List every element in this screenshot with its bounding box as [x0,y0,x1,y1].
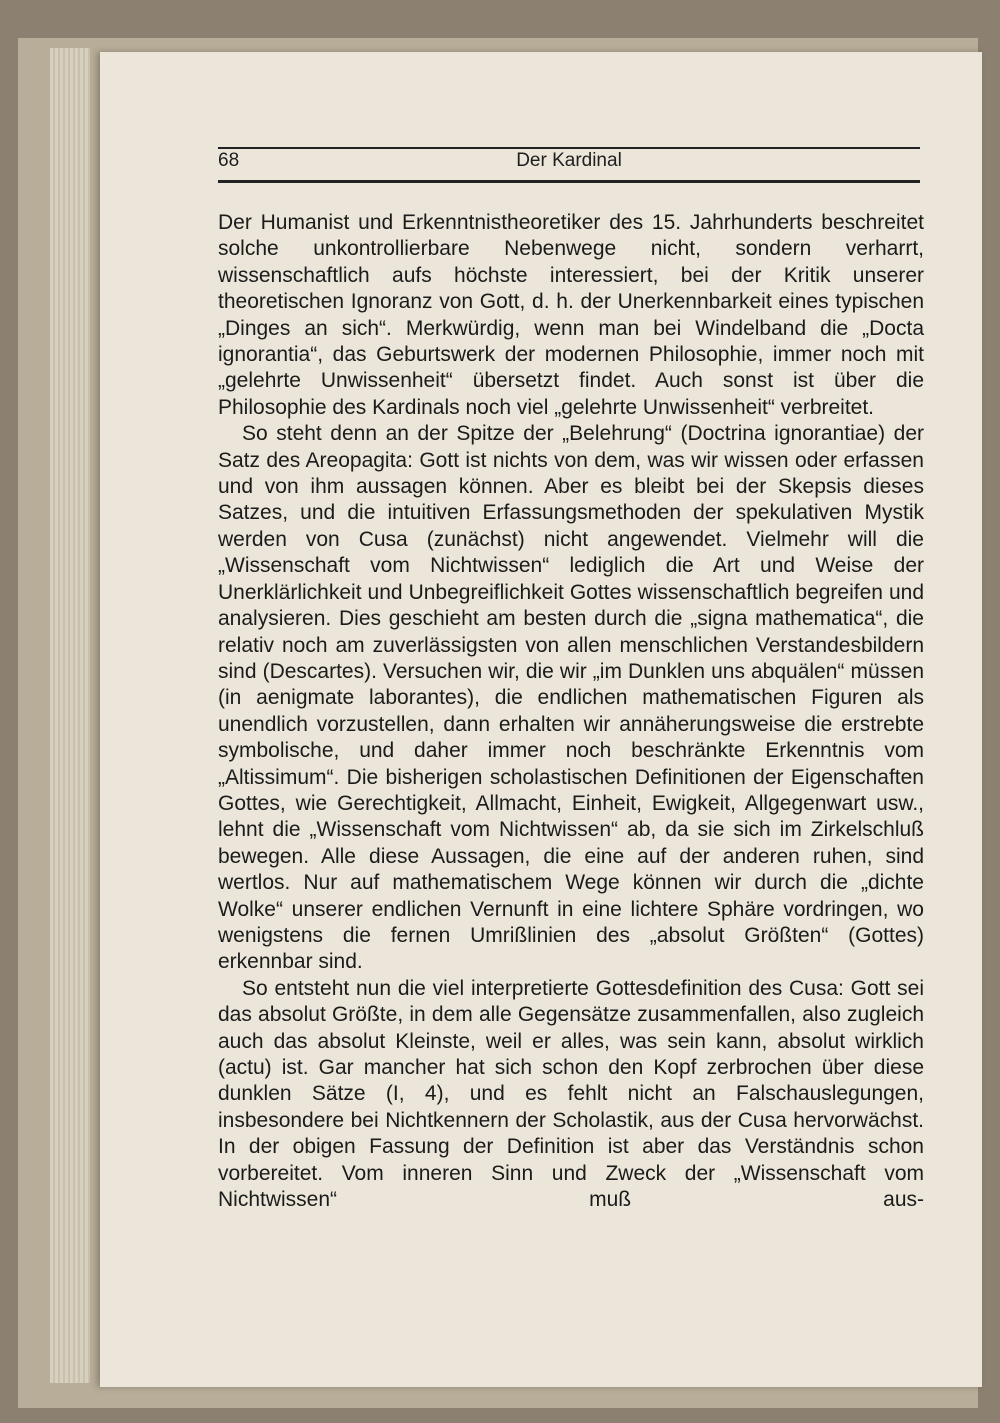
page-number: 68 [218,150,240,171]
header-rule-bottom [218,180,920,183]
header-rule-top [218,147,920,149]
page-stack-edge [50,48,90,1383]
paragraph-1: Der Humanist und Erkenntnistheoretiker des 15. Jahrhunderts beschreitet solche unkontrollierbare Nebenwege nicht, sondern verharrt, wissenschaftlich aufs höchste interessiert, bei der Kritik unserer theoretischen Ignoranz von Gott, d. h. der Unerkennbarkeit eines typischen „Dinges an sich“. Merkwürdig, wenn man bei Windelband die „Docta ignorantia“, das Geburtswerk der modernen Philosophie, immer noch mit „gelehrte Unwissenheit“ übersetzt findet. Auch sonst ist über die Philosophie des Kardinals noch viel „gelehrte Unwissenheit“ verbreitet. [218,211,924,419]
body-text [218,210,924,1213]
paragraph-2: So steht denn an der Spitze der „Belehrung“ (Doctrina ignorantiae) der Satz des Areopagita: Gott ist nichts von dem, was wir wissen oder erfassen und von ihm aussagen können. Aber es bleibt bei der Skepsis dieses Satzes, und die intuitiven Erfassungsmethoden der spekulativen Mystik werden von Cusa (zunächst) nicht angewendet. Vielmehr will die „Wissenschaft vom Nichtwissen“ lediglich die Art und Weise der Unerklärlichkeit und Unbegreiflichkeit Gottes wissenschaftlich begreifen und analysieren. Dies geschieht am besten durch die „signa mathematica“, die relativ noch am zuverlässigsten von allen menschlichen Verstandesbildern sind (Descartes). Versuchen wir, die wir „im Dunklen uns abquälen“ müssen (in aenigmate laborantes), die endlichen mathematischen Figuren als unendlich vorzustellen, dann erhalten wir annäherungsweise die erstrebte symbolische, und daher immer noch beschränkte Erkenntnis vom „Altissimum“. Die bisherigen scholastischen Definitionen der Eigenschaften Gottes, wie Gerechtigkeit, Allmacht, Einheit, Ewigkeit, Allgegenwart usw., lehnt die „Wissenschaft vom Nichtwissen“ ab, da sie sich im Zirkelschluß bewegen. Alle diese Aussagen, die eine auf der anderen ruhen, sind wertlos. Nur auf mathematischem Wege können wir durch die „dichte Wolke“ unserer endlichen Vernunft in eine lichtere Sphäre vordringen, wo wenigstens die fernen Umrißlinien des „absolut Größten“ (Gottes) erkennbar sind. [218,422,924,974]
running-title: Der Kardinal [516,150,622,171]
paragraph-3: So entsteht nun die viel interpretierte Gottesdefinition des Cusa: Gott sei das absolut Größte, in dem alle Gegensätze zusammenfallen, also zugleich auch das absolut Kleinste, weil er alles, was sein kann, absolut wirklich (actu) ist. Gar mancher hat sich schon den Kopf zerbrochen über diese dunklen Sätze (I, 4), und es fehlt nicht an Falschauslegungen, insbesondere bei Nichtkennern der Scholastik, aus der Cusa hervorwächst. In der obigen Fassung der Definition ist aber das Verständnis schon vorbereitet. Vom inneren Sinn und Zweck der „Wissenschaft vom Nichtwissen“ muß aus- [218,976,924,1212]
